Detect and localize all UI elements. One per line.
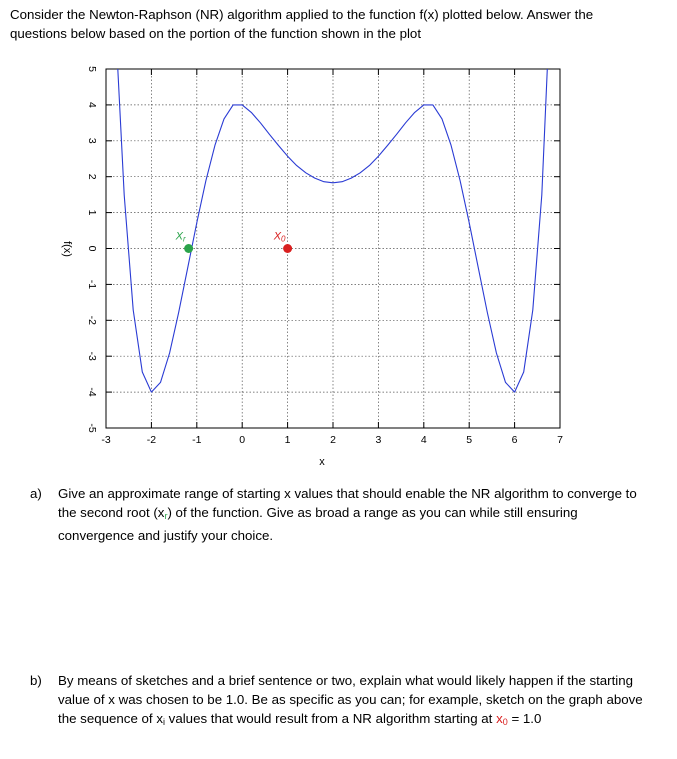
xr-label-sub: r bbox=[182, 234, 186, 244]
x-tick-label: 2 bbox=[330, 434, 336, 446]
function-plot bbox=[50, 55, 580, 475]
y-tick-label: 5 bbox=[86, 66, 98, 72]
y-tick-label: -2 bbox=[86, 315, 98, 325]
plot-svg bbox=[50, 55, 580, 475]
x-axis-label: x bbox=[319, 456, 325, 468]
x-tick-label: 3 bbox=[375, 434, 382, 446]
question-a-label: a) bbox=[30, 486, 42, 501]
question-b-text bbox=[58, 671, 650, 732]
y-tick-label: -5 bbox=[86, 423, 98, 433]
x-tick-label: 7 bbox=[557, 434, 563, 446]
y-tick-label: 1 bbox=[86, 209, 98, 216]
question-a-text bbox=[58, 484, 650, 545]
intro-text: Consider the Newton-Raphson (NR) algorithm applied to the function f(x) plotted below. Answer the questions below based on the portion of the function shown in the plot bbox=[10, 7, 594, 41]
x-tick-label: 1 bbox=[284, 434, 291, 446]
question-a-root-sub: r bbox=[164, 511, 168, 521]
x0-marker bbox=[283, 244, 292, 253]
x-tick-label: 4 bbox=[420, 434, 427, 446]
x0-label bbox=[273, 231, 286, 244]
x-tick-label: -3 bbox=[101, 434, 111, 446]
xr-label-main: X bbox=[175, 230, 183, 243]
x0-label-sub: 0 bbox=[281, 234, 286, 244]
y-tick-labels bbox=[86, 66, 98, 433]
question-b-text-part1: By means of sketches and a brief sentence or two, explain what would likely happen if the starting value of x was chosen to be 1.0. Be as specific as you can; for example, sketch on the graph above the sequence of x bbox=[58, 673, 643, 726]
question-a-text-part2: ) of the function. Give as broad a range as you can while still ensuring convergence and justify your choice. bbox=[58, 505, 578, 543]
x-tick-label: 6 bbox=[511, 434, 518, 446]
x-tick-label: -2 bbox=[146, 434, 157, 446]
grid-lines bbox=[106, 69, 560, 428]
question-b-text-part2: values that would result from a NR algorithm starting at bbox=[164, 711, 497, 726]
x-tick-label: 0 bbox=[239, 434, 246, 446]
y-tick-label: 3 bbox=[86, 137, 98, 144]
marker-layer bbox=[175, 231, 292, 254]
y-axis-label: f(x) bbox=[61, 241, 73, 257]
question-b-start-value: = 1.0 bbox=[511, 711, 542, 726]
question-b-start-symbol: x bbox=[496, 711, 503, 726]
question-b-start-sub: 0 bbox=[502, 717, 508, 727]
x-tick-labels bbox=[101, 434, 563, 446]
y-tick-label: 2 bbox=[86, 173, 98, 180]
question-b-label: b) bbox=[30, 673, 42, 688]
question-a-text-part1: Give an approximate range of starting x values that should enable the NR algorithm to converge to the second root (x bbox=[58, 486, 637, 520]
y-tick-label: -3 bbox=[86, 351, 98, 361]
y-tick-label: 0 bbox=[86, 245, 98, 252]
y-tick-label: -1 bbox=[86, 279, 98, 290]
question-b-iter-sub: i bbox=[162, 717, 165, 727]
x-tick-label: 5 bbox=[466, 434, 473, 446]
xr-label bbox=[175, 231, 186, 244]
x0-label-main: X bbox=[273, 230, 282, 243]
y-tick-label: -4 bbox=[86, 387, 98, 397]
y-tick-label: 4 bbox=[86, 101, 98, 108]
xr-marker bbox=[184, 244, 193, 253]
x-tick-label: -1 bbox=[192, 434, 202, 446]
